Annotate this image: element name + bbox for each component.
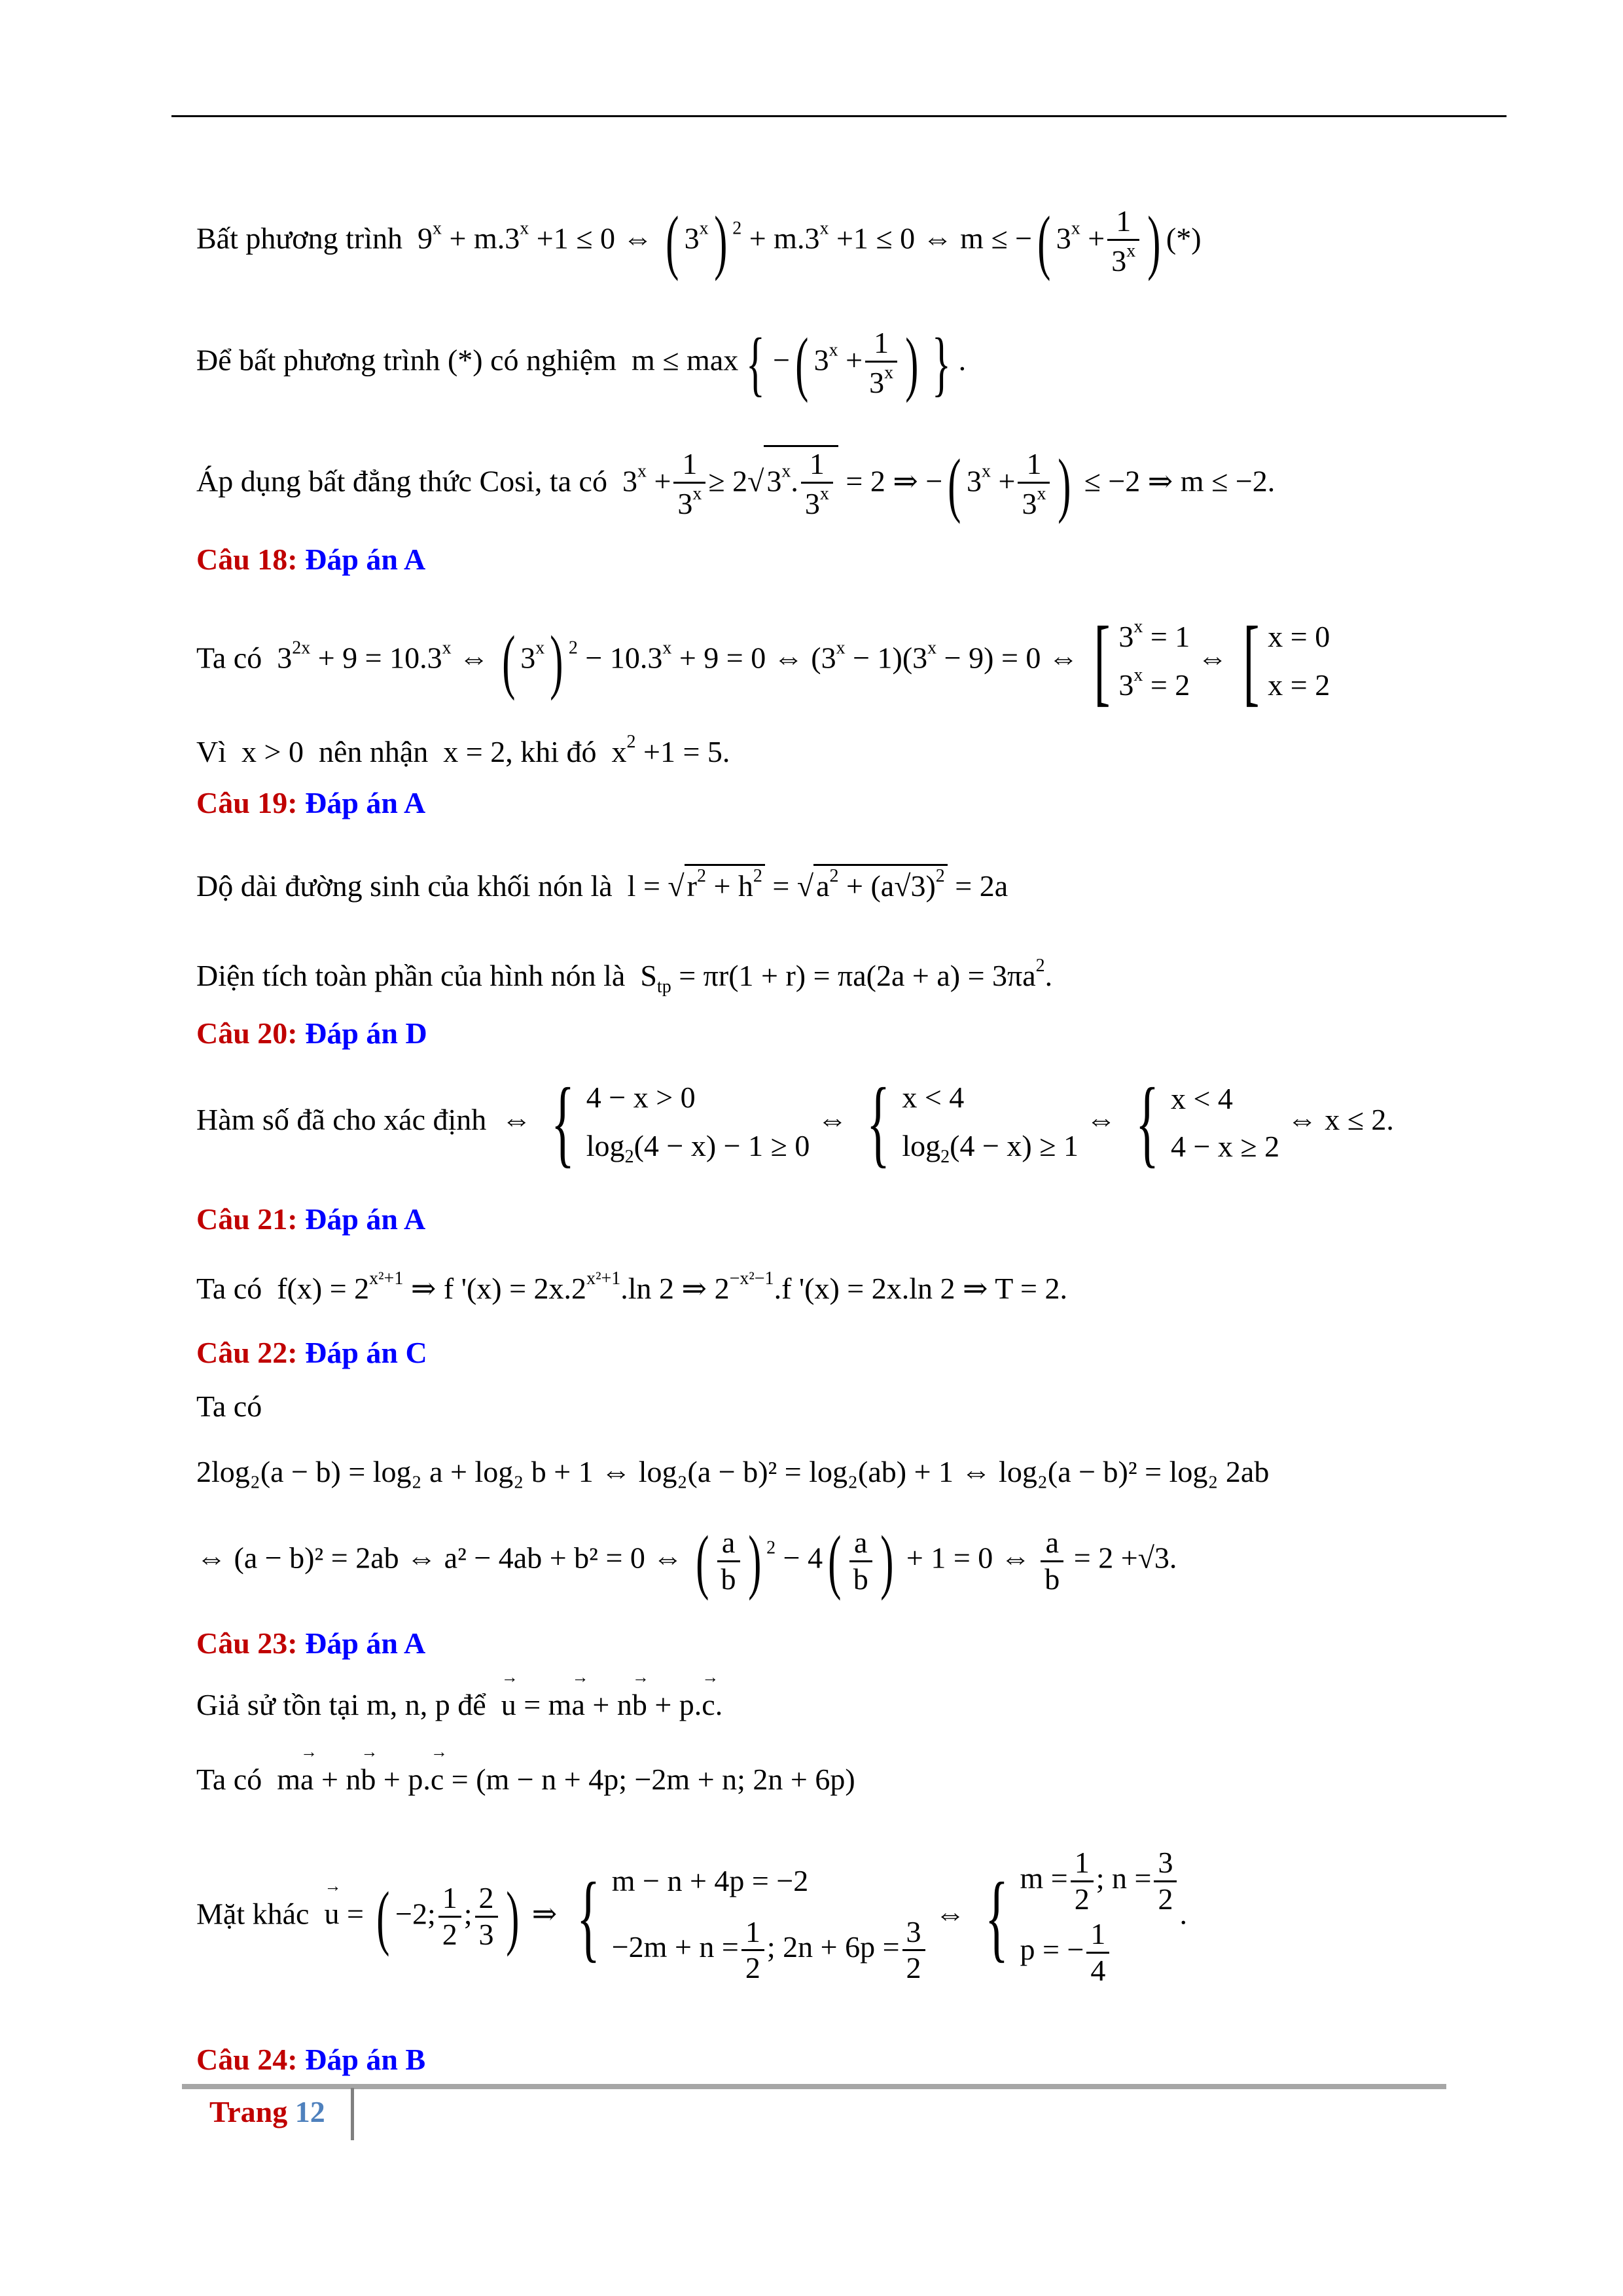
math: = 2 ⇒ −	[846, 464, 943, 498]
math: −2m + n =	[611, 1930, 739, 1964]
math: f(x) = 2	[277, 1272, 370, 1305]
text: Diện tích toàn phần của hình nón là	[196, 959, 626, 992]
page-footer	[209, 2094, 325, 2129]
answer-label: Đáp án A	[305, 543, 426, 576]
math: ≤ −2 ⇒ m ≤ −2.	[1084, 464, 1275, 498]
math: − 4	[783, 1541, 823, 1575]
answer-label: Đáp án A	[305, 786, 426, 819]
math: m − n + 4p = −2	[611, 1864, 809, 1898]
question-23-combination: Ta có m→ a + n→ b + p.→ c = (m − n + 4p; −2m + n; 2n + 6p)	[196, 1762, 855, 1797]
answer-label: Đáp án A	[305, 1626, 426, 1660]
math: + 1 = 0 ⇔	[906, 1541, 1031, 1575]
math: = (m − n + 4p; −2m + n; 2n + 6p)	[451, 1763, 855, 1796]
question-label: Câu 18:	[196, 543, 298, 576]
math: = 2 +	[1073, 1541, 1138, 1575]
footer-divider	[351, 2088, 354, 2140]
math: ⇔	[459, 641, 490, 675]
question-20-domain: Hàm số đã cho xác định ⇔ { 4 − x > 0 $\log_2(4 - x) - 1 \ge 0$ ⇔ { x < 4 $\log_2(4 - x) \ge 1$ ⇔ { x < 4 4 − x ≥ 2 ⇔ x ≤ 2.	[196, 1068, 1394, 1177]
header-rule	[171, 115, 1507, 117]
text: Áp dụng bất đẳng thức Cosi, ta có	[196, 464, 607, 498]
math: = 1	[1150, 620, 1190, 654]
question-19-surface-area: Diện tích toàn phần của hình nón là $S_{tp} = \pi r(1 + r) = \pi a(2a + a) = 3\pi a^2$.	[196, 956, 1053, 997]
math: .f '(x) = 2x.ln 2 ⇒ T = 2.	[774, 1272, 1067, 1305]
text: Mặt khác	[196, 1897, 310, 1931]
text: Ta có	[196, 1390, 262, 1423]
question-label: Câu 20:	[196, 1016, 298, 1050]
answer-label: Đáp án A	[305, 1202, 426, 1236]
math: + 9 = 10.3	[317, 641, 442, 675]
footer-word: Trang	[209, 2095, 288, 2128]
math: + m.3	[449, 221, 520, 255]
text: Bất phương trình	[196, 221, 403, 255]
math: + 9 = 0 ⇔	[679, 641, 804, 675]
math: .ln 2 ⇒ 2	[620, 1272, 730, 1305]
math: +1 = 5	[643, 735, 722, 768]
question-18-heading	[196, 542, 425, 577]
math: = 0 ⇔	[1001, 641, 1079, 675]
math: 9	[418, 221, 433, 255]
math: ⇒ f '(x) = 2x.2	[410, 1272, 587, 1305]
question-23-assumption: Giả sử tồn tại m, n, p để → u = m→ a + n→ b + p.→ c.	[196, 1687, 722, 1722]
question-21-derivative: Ta có $f(x) = 2^{x^2+1}$ ⇒ f '$(x) = 2x.2^{x^2+1}.\ln$ 2 ⇒ $2^{-x^2-1}.f$ '(x) = 2x.ln 2 ⇒ T = 2.	[196, 1268, 1067, 1305]
question-22-ratio: ⇔ (a − b)² = 2ab ⇔ a² − 4ab + b² = 0 ⇔ ( $\frac{a}{b}$ ) $^2$ − 4( $\frac{a}{b}$ ) + 1 = 0 ⇔ $\frac{a}{b}$ = 2 +√3.	[196, 1521, 1177, 1601]
math: x = 0	[1268, 620, 1330, 654]
math: ⇔ (a − b)² = 2ab ⇔ a² − 4ab + b² = 0 ⇔	[196, 1541, 683, 1575]
math: ; 2n + 6p =	[766, 1930, 900, 1964]
question-22-intro	[196, 1389, 262, 1424]
math: +1 ≤ 0 ⇔	[536, 221, 653, 255]
math: x = 2	[1268, 668, 1330, 702]
math: x = 2	[443, 735, 506, 768]
question-22-heading	[196, 1335, 427, 1370]
math: − 10.3	[585, 641, 663, 675]
footer-rule	[182, 2084, 1446, 2089]
cosi-line: Áp dụng bất đẳng thức Cosi, ta có $3^x$ + $\frac{1}{3^x}$ ≥ $2√3^x$. $\frac{1}{3^x}$ = 2 ⇒ −( $3^x$ + $\frac{1}{3^x}$ ) ≤ −2 ⇒ m ≤ −2.	[196, 444, 1275, 524]
answer-label: Đáp án B	[305, 2043, 426, 2076]
question-24-heading	[196, 2042, 425, 2077]
math: x < 4	[1170, 1081, 1233, 1115]
math: − 1 ≥ 0	[723, 1128, 810, 1162]
question-18-equation: Ta có $3^{2x} + 9 = 10.3^x$ ⇔ ( 3$^x$) $^2 - 10.3^x + 9 = 0$ ⇔ $(3^x - 1)(3^x - 9) = 0$ ⇔ [ 3$^x$ = 1 3$^x$ = 2 ⇔ [ x = 0 x = 2	[196, 607, 1330, 715]
math: 4 − x ≥ 2	[1170, 1130, 1280, 1164]
math: 2log₂(a − b) = log₂ a + log₂ b + 1 ⇔ log₂(a − b)² = log₂(ab) + 1 ⇔ log₂(a − b)² = log₂ 2ab	[196, 1455, 1270, 1488]
math: p = −	[1020, 1932, 1084, 1966]
text: Ta có	[196, 641, 262, 675]
math: ≥ 1	[1039, 1128, 1079, 1162]
text: Hàm số đã cho xác định	[196, 1102, 487, 1136]
math: ⇔ x ≤ 2.	[1287, 1102, 1394, 1136]
question-label: Câu 23:	[196, 1626, 298, 1660]
page-number: 12	[294, 2095, 325, 2128]
text: Ta có	[196, 1763, 262, 1796]
question-label: Câu 24:	[196, 2043, 298, 2076]
math: (*)	[1166, 221, 1202, 255]
question-23-system: Mặt khác → u = ( −2; $\frac{1}{2}$ ; $\frac{2}{3}$ ) ⇒ { m − n + 4p = −2 −2m + n = $\frac{1}{2}$ ; 2n + 6p = $\frac{3}{2}$ ⇔ { m = $\frac{1}{2}$ ; n = $\frac{3}{2}$ p = − $\frac{1}{4}$ .	[196, 1846, 1187, 1988]
text: Giả sử tồn tại m, n, p để	[196, 1688, 486, 1721]
question-21-heading	[196, 1202, 425, 1236]
max-condition-line: Để bất phương trình (*) có nghiệm m ≤ max { −( $3^x$ + $\frac{1}{3^x}$ ) } .	[196, 323, 967, 403]
question-label: Câu 21:	[196, 1202, 298, 1236]
math: = 2	[1150, 668, 1190, 702]
math: x > 0	[241, 735, 304, 768]
answer-label: Đáp án C	[305, 1336, 427, 1369]
question-19-slant-height: Dộ dài đường sinh của khối nón là $l = √r^2 + h^2 = √a^2 + (a√3)^2 = 2a$	[196, 864, 1008, 903]
math: = 2a	[955, 869, 1008, 903]
math: +1 ≤ 0 ⇔ m ≤ −	[836, 221, 1033, 255]
question-label: Câu 22:	[196, 1336, 298, 1369]
question-22-log-equation	[196, 1454, 1269, 1489]
math: m ≤ max	[632, 343, 739, 377]
text: Vì	[196, 735, 226, 768]
question-20-heading	[196, 1016, 427, 1050]
inequality-line: Bất phương trình $9^x + m.3^x +1 \le 0$ ⇔ ( 3$^x$) $^2 + m.3^x +1 \le 0$ ⇔ m ≤ −( $3^x$ + $\frac{1}{3^x}$ ) (*)	[196, 201, 1202, 281]
question-19-heading	[196, 785, 425, 820]
math: x < 4	[902, 1081, 965, 1114]
question-18-conclusion: Vì x > 0 nên nhận x = 2, khi đó $x^2 +1 = 5$.	[196, 732, 730, 768]
question-23-heading	[196, 1626, 425, 1660]
answer-label: Đáp án D	[305, 1016, 427, 1050]
text: nên nhận	[318, 735, 429, 768]
math: + m.3	[749, 221, 820, 255]
math: 4 − x > 0	[586, 1081, 696, 1114]
text: , khi đó	[505, 735, 597, 768]
text: Dộ dài đường sinh của khối nón là	[196, 869, 613, 903]
text: Để bất phương trình (*) có nghiệm	[196, 343, 617, 377]
math: = πr(1 + r) = πa(2a + a) = 3πa	[679, 959, 1036, 992]
text: Ta có	[196, 1272, 262, 1305]
question-label: Câu 19:	[196, 786, 298, 819]
